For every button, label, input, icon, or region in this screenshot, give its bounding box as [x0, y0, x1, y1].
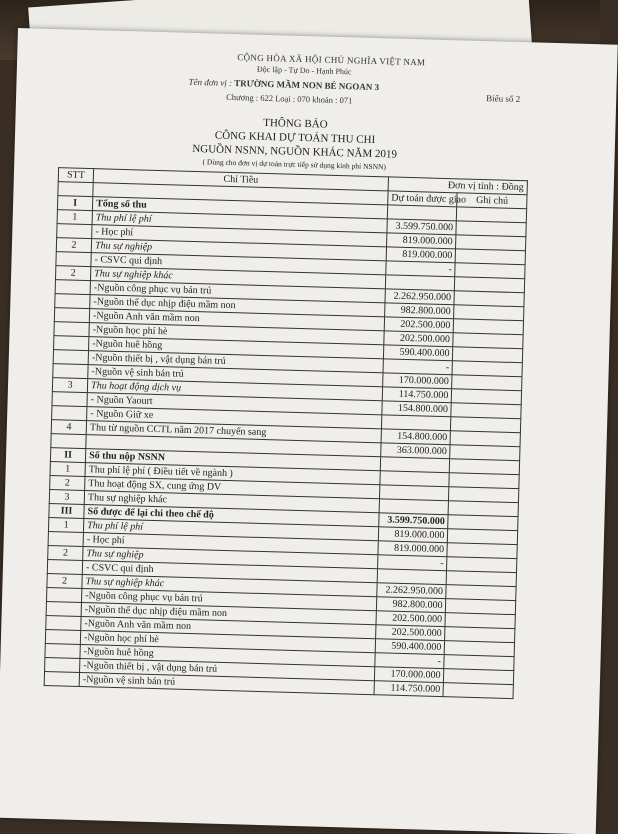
- row-amount: 819.000.000: [378, 541, 448, 557]
- row-amount: 2.262.950.000: [385, 289, 455, 305]
- row-amount: 819.000.000: [386, 247, 456, 263]
- row-item-name: Thu hoạt động SX, cung ứng DV: [85, 477, 380, 499]
- row-item-name: Thu từ nguồn CCTL năm 2017 chuyển sang: [86, 421, 381, 443]
- row-item-name: -Nguồn Anh văn mầm non: [89, 309, 384, 331]
- row-stt: [46, 588, 81, 603]
- header-note: Ghi chú: [457, 193, 527, 209]
- row-amount: -: [386, 261, 456, 277]
- row-amount: 2.262.950.000: [377, 583, 447, 599]
- row-stt: [53, 350, 88, 365]
- row-stt: [44, 671, 79, 686]
- row-item-name: -Nguồn vệ sinh bán trú: [79, 672, 374, 694]
- row-amount: 590.400.000: [375, 639, 445, 655]
- row-item-name: -Nguồn thể dục nhịp điệu mầm non: [90, 295, 385, 317]
- row-stt: 3: [49, 490, 84, 505]
- row-amount: 170.000.000: [383, 373, 453, 389]
- row-item-name: Thu sự nghiệp khác: [82, 575, 377, 597]
- row-stt: II: [50, 448, 85, 463]
- row-item-name: -Nguồn huê hồng: [80, 644, 375, 666]
- row-stt: [54, 336, 89, 351]
- row-amount: 202.500.000: [384, 331, 454, 347]
- row-item-name: -Nguồn vệ sinh bán trú: [88, 365, 383, 387]
- budget-code: Chương : 622 Loại : 070 khoản : 071: [226, 91, 353, 106]
- row-item-name: - Học phí: [92, 225, 387, 247]
- row-amount: 202.500.000: [384, 317, 454, 333]
- row-item-name: Thu phí lệ phí: [84, 519, 379, 541]
- row-item-name: Số được để lại chi theo chế độ: [84, 505, 379, 527]
- row-amount: 114.750.000: [374, 681, 444, 697]
- row-amount: 202.500.000: [376, 625, 446, 641]
- row-note: [443, 683, 513, 699]
- row-stt: [47, 560, 82, 575]
- row-amount: 170.000.000: [374, 667, 444, 683]
- row-item-name: - CSVC qui định: [91, 253, 386, 275]
- row-stt: III: [49, 504, 84, 519]
- row-stt: [46, 602, 81, 617]
- row-stt: [52, 392, 87, 407]
- row-stt: [45, 657, 80, 672]
- row-item-name: Tổng số thu: [92, 197, 387, 219]
- row-item-name: - Nguồn Yaourt: [87, 393, 382, 415]
- row-item-name: Số thu nộp NSNN: [85, 449, 380, 471]
- budget-table: [44, 167, 528, 699]
- row-amount: 3.599.750.000: [387, 219, 457, 235]
- row-amount: 819.000.000: [378, 527, 448, 543]
- row-amount: 202.500.000: [376, 611, 446, 627]
- row-stt: 2: [47, 574, 82, 589]
- row-item-name: -Nguồn công phục vụ bán trú: [90, 281, 385, 303]
- motto: Độc lập - Tự Do - Hạnh Phúc: [256, 64, 352, 77]
- row-item-name: -Nguồn học phí hè: [89, 323, 384, 345]
- row-item-name: - Nguồn Giữ xe: [87, 407, 382, 429]
- row-stt: [54, 308, 89, 323]
- row-item-name: Thu sự nghiệp: [91, 239, 386, 261]
- row-stt: I: [57, 196, 92, 211]
- row-amount: 819.000.000: [387, 233, 457, 249]
- row-amount: -: [383, 359, 453, 375]
- row-item-name: -Nguồn học phí hè: [80, 630, 375, 652]
- row-stt: [46, 616, 81, 631]
- row-stt: 1: [50, 462, 85, 477]
- row-item-name: Thu sự nghiệp khác: [91, 267, 386, 289]
- row-amount: 154.800.000: [382, 401, 452, 417]
- row-item-name: Thu phí lệ phí: [92, 211, 387, 233]
- row-item-name: Thu sự nghiệp: [83, 547, 378, 569]
- unit-line: [188, 77, 379, 92]
- header-item: Chỉ Tiêu: [93, 169, 388, 191]
- row-stt: 2: [55, 266, 90, 281]
- row-stt: [52, 406, 87, 421]
- header-amount: Dự toán được giao: [388, 191, 458, 207]
- row-stt: 1: [57, 210, 92, 225]
- row-amount: 363.000.000: [381, 443, 451, 459]
- row-stt: [53, 364, 88, 379]
- row-amount: 3.599.750.000: [379, 513, 449, 529]
- row-stt: [51, 434, 86, 449]
- row-stt: [48, 532, 83, 547]
- row-stt: 2: [56, 238, 91, 253]
- row-stt: [45, 644, 80, 659]
- unit-name: TRƯỜNG MẦM NON BÉ NGOAN 3: [234, 78, 380, 93]
- row-amount: 982.800.000: [385, 303, 455, 319]
- row-amount: -: [375, 653, 445, 669]
- row-stt: [55, 294, 90, 309]
- header-stt-blank: [58, 182, 93, 197]
- row-item-name: -Nguồn thiết bị , vật dụng bán trú: [88, 351, 383, 373]
- row-item-name: - CSVC qui định: [82, 561, 377, 583]
- notice-title: THÔNG BÁO: [263, 116, 328, 131]
- row-amount: 114.750.000: [382, 387, 452, 403]
- notice-usage-note: ( Dùng cho đơn vị dự toán trực tiếp sử dụng kinh phí NSNN): [202, 157, 387, 172]
- row-stt: [55, 280, 90, 295]
- row-item-name: -Nguồn huê hồng: [89, 337, 384, 359]
- row-stt: [56, 252, 91, 267]
- row-amount: -: [378, 555, 448, 571]
- notice-source-line: NGUỒN NSNN, NGUỒN KHÁC NĂM 2019: [192, 142, 398, 161]
- row-stt: [57, 224, 92, 239]
- row-stt: [54, 322, 89, 337]
- header-unit: Đơn vị tính : Đồng: [388, 177, 527, 195]
- row-item-name: -Nguồn công phục vụ bán trú: [82, 589, 377, 611]
- row-stt: 1: [48, 518, 83, 533]
- row-item-name: Thu phí lệ phí ( Điều tiết về ngành ): [85, 463, 380, 485]
- document-page: [0, 28, 618, 834]
- form-number: Biểu số 2: [486, 93, 521, 105]
- header-stt: STT: [58, 168, 93, 183]
- row-item-name: -Nguồn Anh văn mầm non: [81, 616, 376, 638]
- row-stt: 2: [50, 476, 85, 491]
- row-stt: [45, 630, 80, 645]
- row-amount: 590.400.000: [383, 345, 453, 361]
- row-item-name: Thu hoạt động dịch vụ: [87, 379, 382, 401]
- row-item-name: Thu sự nghiệp khác: [84, 491, 379, 513]
- row-item-name: - Học phí: [83, 533, 378, 555]
- row-amount: 154.800.000: [381, 429, 451, 445]
- row-stt: 4: [51, 420, 86, 435]
- notice-subtitle: CÔNG KHAI DỰ TOÁN THU CHI: [214, 129, 376, 147]
- row-stt: 2: [48, 546, 83, 561]
- unit-label: Tên đơn vị :: [188, 76, 233, 88]
- row-amount: 982.800.000: [376, 597, 446, 613]
- row-item-name: -Nguồn thể dục nhịp điệu mầm non: [81, 602, 376, 624]
- row-item-name: -Nguồn thiết bị , vật dụng bán trú: [80, 658, 375, 680]
- row-stt: 3: [52, 378, 87, 393]
- republic-heading: CỘNG HÒA XÃ HỘI CHỦ NGHĨA VIỆT NAM: [237, 52, 426, 68]
